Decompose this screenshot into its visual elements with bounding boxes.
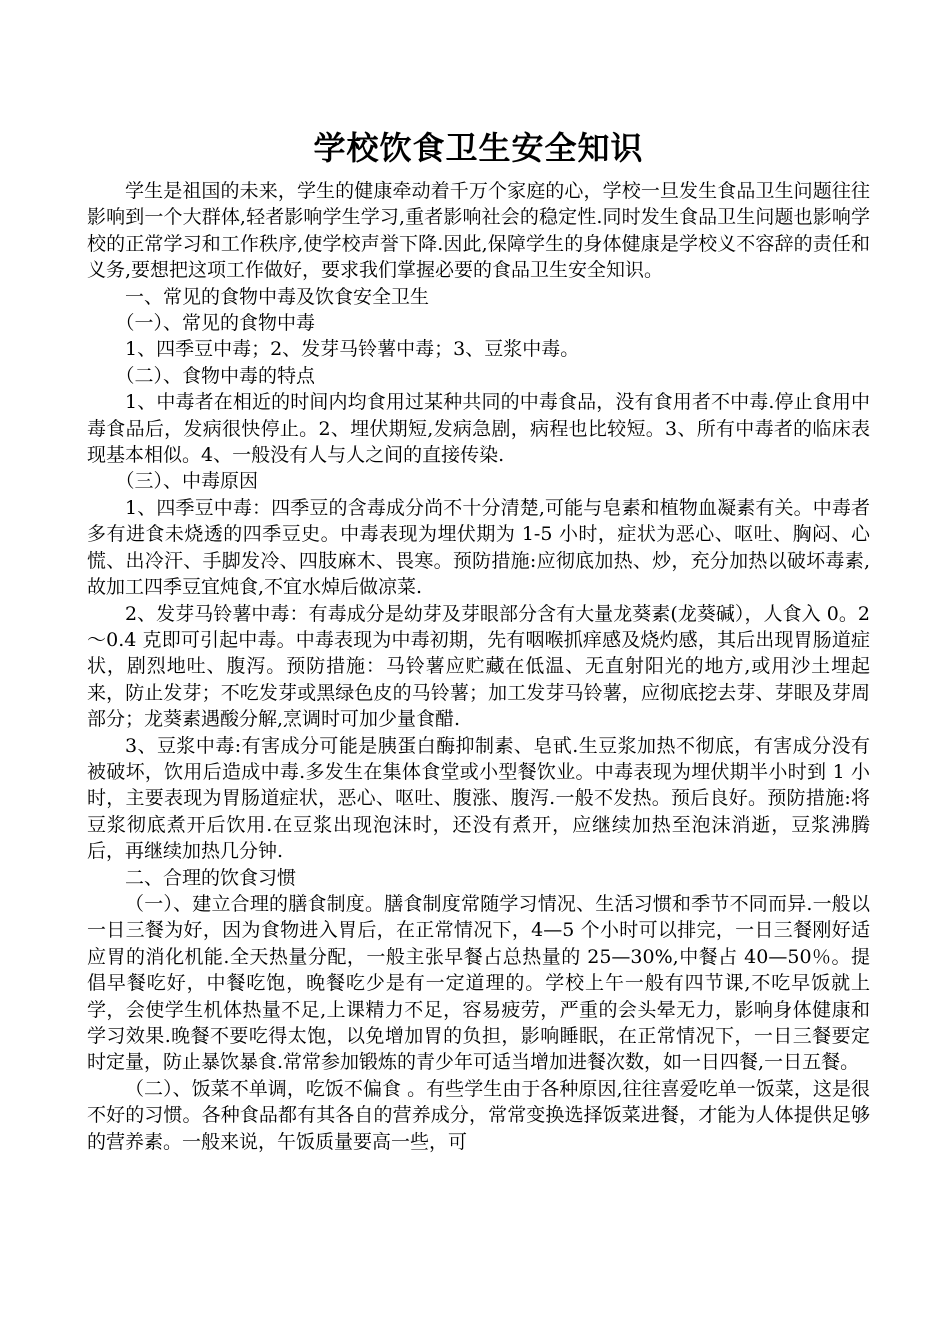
paragraph: （二）、饭菜不单调，吃饭不偏食 。有些学生由于各种原因,往往喜爱吃单一饭菜，这是很不好的习惯。各种食品都有其各自的营养成分，常常变换选择饭菜进餐，才能为人体提供足够的营养素。一般来说，午饭质量要高一些，可 <box>87 1077 870 1153</box>
subsection-heading: （二）、食物中毒的特点 <box>115 364 316 387</box>
subsection-heading: （三）、中毒原因 <box>115 470 259 493</box>
paragraph: （一）、建立合理的膳食制度。膳食制度常随学习情况、生活习惯和季节不同而异.一般以一日三餐为好，因为食物进入胃后，在正常情况下，4—5 个小时可以排完，一日三餐刚好适应胃的消化机能.全天热量分配，一般主张早餐占总热量的 25—30%,中餐占 40—50％。提倡早餐吃好，中餐吃饱，晚餐吃少是有一定道理的。学校上午一般有四节课,不吃早饭就上学，会使学生机体热量不足,上课精力不足，容易疲劳，严重的会头晕无力，影响身体健康和学习效果.晚餐不要吃得太饱，以免增加胃的负担，影响睡眠，在正常情况下，一日三餐要定时定量，防止暴饮暴食.常常参加锻炼的青少年可适当增加进餐次数，如一日四餐,一日五餐。 <box>87 892 870 1074</box>
subsection-heading: （一）、常见的食物中毒 <box>115 312 316 335</box>
section-heading: 一、常见的食物中毒及饮食安全卫生 <box>125 285 430 308</box>
document-title: 学校饮食卫生安全知识 <box>313 129 644 167</box>
paragraph: 1、四季豆中毒：四季豆的含毒成分尚不十分清楚,可能与皂素和植物血凝素有关。中毒者多有进食未烧透的四季豆史。中毒表现为埋伏期为 1-5 小时，症状为恶心、呕吐、胸闷、心慌、出冷汗、手脚发冷、四肢麻木、畏寒。预防措施:应彻底加热、炒，充分加热以破坏毒素,故加工四季豆宜炖食,不宜水焯后做凉菜. <box>87 496 870 599</box>
paragraph: 1、四季豆中毒；2、发芽马铃薯中毒；3、豆浆中毒。 <box>125 338 580 361</box>
paragraph: 学生是祖国的未来，学生的健康牵动着千万个家庭的心，学校一旦发生食品卫生问题往往影响到一个大群体,轻者影响学生学习,重者影响社会的稳定性.同时发生食品卫生问题也影响学校的正常学习和工作秩序,使学校声誉下降.因此,保障学生的身体健康是学校义不容辞的责任和义务,要想把这项工作做好，要求我们掌握必要的食品卫生安全知识。 <box>87 180 870 282</box>
document-body <box>87 178 870 1155</box>
paragraph: 1、中毒者在相近的时间内均食用过某种共同的中毒食品，没有食用者不中毒.停止食用中毒食品后，发病很快停止。2、埋伏期短,发病急剧，病程也比较短。3、所有中毒者的临床表现基本相似。4、一般没有人与人之间的直接传染. <box>87 391 870 467</box>
section-heading: 二、合理的饮食习惯 <box>125 866 297 889</box>
paragraph: 3、豆浆中毒:有害成分可能是胰蛋白酶抑制素、皂甙.生豆浆加热不彻底，有害成分没有被破坏，饮用后造成中毒.多发生在集体食堂或小型餐饮业。中毒表现为埋伏期半小时到 1 小时，主要表现为胃肠道症状，恶心、呕吐、腹涨、腹泻.一般不发热。预后良好。预防措施:将豆浆彻底煮开后饮用.在豆浆出现泡沫时，还没有煮开，应继续加热至泡沫消逝，豆浆沸腾后，再继续加热几分钟. <box>87 734 870 863</box>
paragraph: 2、发芽马铃薯中毒：有毒成分是幼芽及芽眼部分含有大量龙葵素(龙葵碱），人食入 0。2～0.4 克即可引起中毒。中毒表现为中毒初期，先有咽喉抓痒感及烧灼感，其后出现胃肠道症状，剧烈地吐、腹泻。预防措施：马铃薯应贮藏在低温、无直射阳光的地方,或用沙土埋起来，防止发芽；不吃发芽或黑绿色皮的马铃薯；加工发芽马铃薯，应彻底挖去芽、芽眼及芽周部分；龙葵素遇酸分解,烹调时可加少量食醋. <box>87 602 870 731</box>
